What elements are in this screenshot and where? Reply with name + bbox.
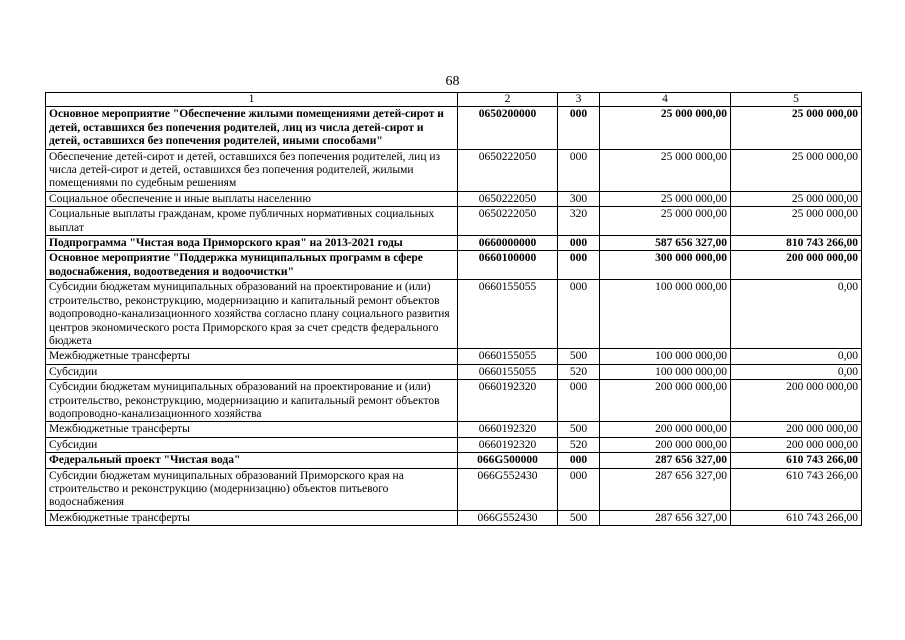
row-name-cell: Социальные выплаты гражданам, кроме публичных нормативных социальных выплат xyxy=(46,207,458,236)
column-header: 3 xyxy=(558,93,600,107)
row-type-cell: 300 xyxy=(558,191,600,206)
row-amount-1-cell: 200 000 000,00 xyxy=(600,422,731,437)
row-amount-2-cell: 610 743 266,00 xyxy=(731,468,862,510)
row-amount-2-cell: 25 000 000,00 xyxy=(731,191,862,206)
table-row xyxy=(46,107,862,149)
row-name-cell: Субсидии бюджетам муниципальных образований на проектирование и (или) строительство, реконструкцию, модернизацию и капитальный ремонт объектов водопроводно-канализационного хозяйства xyxy=(46,380,458,422)
row-amount-1-cell: 200 000 000,00 xyxy=(600,380,731,422)
row-name-cell: Основное мероприятие "Обеспечение жилыми помещениями детей-сирот и детей, оставшихся без попечения родителей, лиц из числа детей-сирот и детей, оставшихся без попечения родителей, иными способами" xyxy=(46,107,458,149)
column-header: 1 xyxy=(46,93,458,107)
row-type-cell: 000 xyxy=(558,107,600,149)
column-header: 2 xyxy=(458,93,558,107)
row-amount-1-cell: 587 656 327,00 xyxy=(600,236,731,251)
row-name-cell: Межбюджетные трансферты xyxy=(46,349,458,364)
row-amount-1-cell: 100 000 000,00 xyxy=(600,280,731,349)
row-amount-1-cell: 25 000 000,00 xyxy=(600,107,731,149)
row-type-cell: 000 xyxy=(558,380,600,422)
row-amount-1-cell: 287 656 327,00 xyxy=(600,468,731,510)
row-amount-1-cell: 25 000 000,00 xyxy=(600,207,731,236)
row-type-cell: 520 xyxy=(558,364,600,379)
row-amount-1-cell: 287 656 327,00 xyxy=(600,510,731,525)
table-row xyxy=(46,191,862,206)
row-name-cell: Субсидии xyxy=(46,437,458,452)
row-amount-2-cell: 25 000 000,00 xyxy=(731,149,862,191)
row-amount-1-cell: 287 656 327,00 xyxy=(600,453,731,468)
row-amount-2-cell: 610 743 266,00 xyxy=(731,510,862,525)
row-code-cell: 0660192320 xyxy=(458,380,558,422)
row-name-cell: Субсидии xyxy=(46,364,458,379)
row-type-cell: 500 xyxy=(558,349,600,364)
row-amount-1-cell: 200 000 000,00 xyxy=(600,437,731,452)
row-code-cell: 0660155055 xyxy=(458,280,558,349)
row-code-cell: 0660192320 xyxy=(458,422,558,437)
table-row xyxy=(46,510,862,525)
row-name-cell: Обеспечение детей-сирот и детей, оставшихся без попечения родителей, лиц из числа детей-сирот и детей, оставшихся без попечения родителей, жилыми помещениями по судебным решениям xyxy=(46,149,458,191)
row-amount-2-cell: 610 743 266,00 xyxy=(731,453,862,468)
row-amount-2-cell: 25 000 000,00 xyxy=(731,107,862,149)
table-row xyxy=(46,453,862,468)
row-code-cell: 066G500000 xyxy=(458,453,558,468)
row-type-cell: 000 xyxy=(558,280,600,349)
table-row xyxy=(46,437,862,452)
row-type-cell: 320 xyxy=(558,207,600,236)
table-row xyxy=(46,468,862,510)
page-number: 68 xyxy=(445,74,460,89)
row-name-cell: Межбюджетные трансферты xyxy=(46,510,458,525)
row-code-cell: 066G552430 xyxy=(458,510,558,525)
table-row xyxy=(46,149,862,191)
budget-table xyxy=(45,92,862,526)
row-code-cell: 0660000000 xyxy=(458,236,558,251)
row-code-cell: 0660192320 xyxy=(458,437,558,452)
row-name-cell: Федеральный проект "Чистая вода" xyxy=(46,453,458,468)
row-amount-2-cell: 200 000 000,00 xyxy=(731,380,862,422)
row-amount-2-cell: 200 000 000,00 xyxy=(731,251,862,280)
table-row xyxy=(46,422,862,437)
row-amount-2-cell: 25 000 000,00 xyxy=(731,207,862,236)
row-name-cell: Межбюджетные трансферты xyxy=(46,422,458,437)
row-amount-1-cell: 25 000 000,00 xyxy=(600,191,731,206)
row-amount-1-cell: 100 000 000,00 xyxy=(600,364,731,379)
table-row xyxy=(46,380,862,422)
row-code-cell: 0650222050 xyxy=(458,207,558,236)
row-amount-1-cell: 100 000 000,00 xyxy=(600,349,731,364)
row-type-cell: 520 xyxy=(558,437,600,452)
table-row xyxy=(46,364,862,379)
table-row xyxy=(46,236,862,251)
row-code-cell: 0660100000 xyxy=(458,251,558,280)
row-amount-1-cell: 25 000 000,00 xyxy=(600,149,731,191)
row-type-cell: 000 xyxy=(558,468,600,510)
row-amount-2-cell: 0,00 xyxy=(731,280,862,349)
table-row xyxy=(46,280,862,349)
row-amount-2-cell: 200 000 000,00 xyxy=(731,422,862,437)
row-name-cell: Подпрограмма "Чистая вода Приморского края" на 2013-2021 годы xyxy=(46,236,458,251)
row-type-cell: 500 xyxy=(558,422,600,437)
row-name-cell: Субсидии бюджетам муниципальных образований на проектирование и (или) строительство, реконструкцию, модернизацию и капитальный ремонт объектов водопроводно-канализационного хозяйства согласно плану социального развития центров экономического роста Приморского края за счет средств федерального бюджета xyxy=(46,280,458,349)
row-code-cell: 066G552430 xyxy=(458,468,558,510)
row-amount-2-cell: 810 743 266,00 xyxy=(731,236,862,251)
row-type-cell: 000 xyxy=(558,251,600,280)
row-code-cell: 0660155055 xyxy=(458,364,558,379)
column-header: 4 xyxy=(600,93,731,107)
row-type-cell: 500 xyxy=(558,510,600,525)
row-name-cell: Социальное обеспечение и иные выплаты населению xyxy=(46,191,458,206)
row-amount-2-cell: 0,00 xyxy=(731,349,862,364)
column-header: 5 xyxy=(731,93,862,107)
row-code-cell: 0650222050 xyxy=(458,191,558,206)
table-row xyxy=(46,251,862,280)
table-header-row xyxy=(46,93,862,107)
row-amount-2-cell: 0,00 xyxy=(731,364,862,379)
row-code-cell: 0660155055 xyxy=(458,349,558,364)
row-name-cell: Основное мероприятие "Поддержка муниципальных программ в сфере водоснабжения, водоотведения и водоочистки" xyxy=(46,251,458,280)
table-row xyxy=(46,207,862,236)
row-type-cell: 000 xyxy=(558,453,600,468)
row-code-cell: 0650222050 xyxy=(458,149,558,191)
row-type-cell: 000 xyxy=(558,149,600,191)
row-amount-2-cell: 200 000 000,00 xyxy=(731,437,862,452)
row-amount-1-cell: 300 000 000,00 xyxy=(600,251,731,280)
row-type-cell: 000 xyxy=(558,236,600,251)
row-name-cell: Субсидии бюджетам муниципальных образований Приморского края на строительство и реконструкцию (модернизацию) объектов питьевого водоснабжения xyxy=(46,468,458,510)
row-code-cell: 0650200000 xyxy=(458,107,558,149)
table-row xyxy=(46,349,862,364)
